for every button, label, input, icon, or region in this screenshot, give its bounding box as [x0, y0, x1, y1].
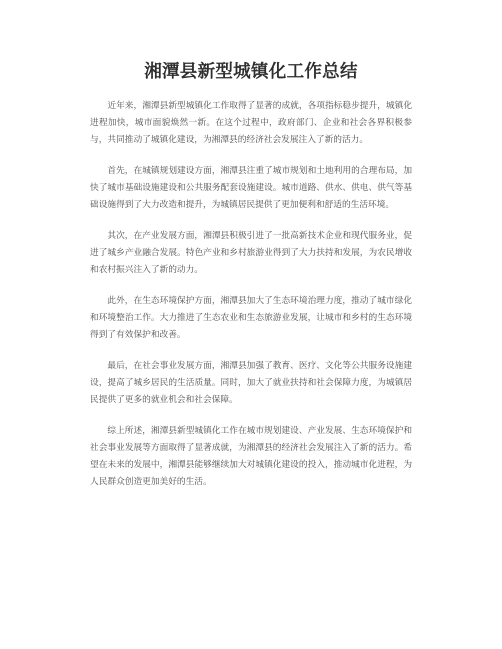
- paragraph-social: 最后，在社会事业发展方面，湘潭县加强了教育、医疗、文化等公共服务设施建设，提高了城乡居民的生活质量。同时，加大了就业扶持和社会保障力度，为城镇居民提供了更多的就业机会和社会保障。: [90, 361, 412, 405]
- paragraph-intro: 近年来，湘潭县新型城镇化工作取得了显著的成就，各项指标稳步提升，城镇化进程加快，城市面貌焕然一新。在这个过程中，政府部门、企业和社会各界积极参与，共同推动了城镇化建设，为湘潭县的经济社会发展注入了新的活力。: [90, 101, 412, 145]
- document-title: 湘潭县新型城镇化工作总结: [144, 62, 358, 82]
- paragraph-planning: 首先，在城镇规划建设方面，湘潭县注重了城市规划和土地利用的合理布局，加快了城市基础设施建设和公共服务配套设施建设。城市道路、供水、供电、供气等基础设施得到了大力改造和提升，为城镇居民提供了更加便利和舒适的生活环境。: [90, 166, 412, 210]
- paragraph-conclusion: 综上所述，湘潭县新型城镇化工作在城市规划建设、产业发展、生态环境保护和社会事业发展等方面取得了显著成就，为湘潭县的经济社会发展注入了新的活力。希望在未来的发展中，湘潭县能够继续加大对城镇化建设的投入，推动城市化进程，为人民群众创造更加美好的生活。: [90, 426, 412, 487]
- paragraph-industry: 其次，在产业发展方面，湘潭县积极引进了一批高新技术企业和现代服务业，促进了城乡产业融合发展。特色产业和乡村旅游业得到了大力扶持和发展，为农民增收和农村振兴注入了新的动力。: [90, 231, 412, 275]
- document-body: [90, 98, 412, 505]
- paragraph-ecology: 此外，在生态环境保护方面，湘潭县加大了生态环境治理力度，推动了城市绿化和环境整治工作。大力推进了生态农业和生态旅游业发展，让城市和乡村的生态环境得到了有效保护和改善。: [90, 296, 412, 340]
